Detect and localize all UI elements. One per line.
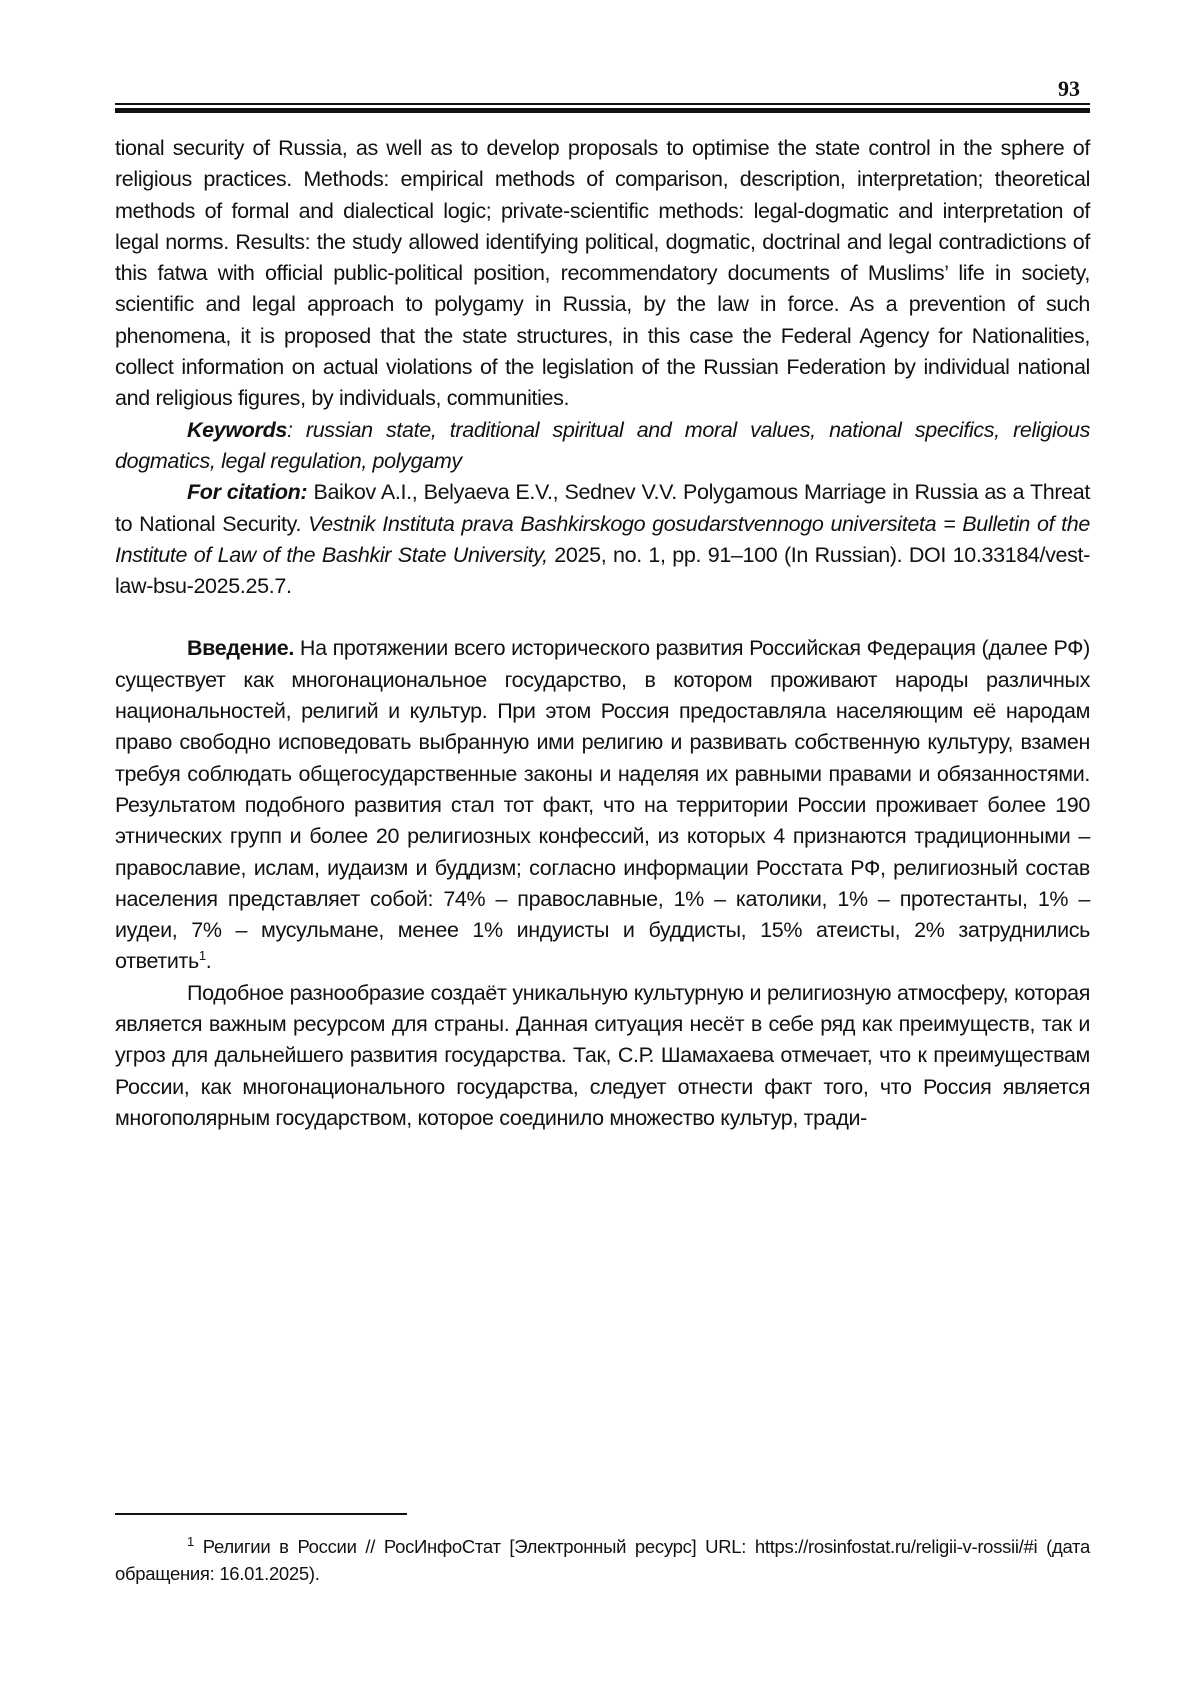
page-number: 93 xyxy=(1058,76,1080,101)
keywords-label: Keywords xyxy=(187,417,287,442)
intro-heading: Введение. xyxy=(187,636,295,661)
citation-journal: Vestnik Instituta prava Bashkirskogo gosudarstvennogo universiteta = Bulletin of the Institute of Law of the Bashkir State University, xyxy=(115,511,1090,567)
intro-paragraph-1 xyxy=(115,633,1090,977)
abstract-paragraph: tional security of Russia, as well as to develop proposals to optimise the state control in the sphere of religious practices. Methods: empirical methods of comparison, description, interpretation; theoretical methods of formal and dialectical logic; private-scientific methods: legal-dogmatic and interpretation of legal norms. Results: the study allowed identifying political, dogmatic, doctrinal and legal contradictions of this fatwa with official public-political position, recommendatory documents of Muslims’ life in society, scientific and legal approach to polygamy in Russia, by the law in force. As a prevention of such phenomena, it is proposed that the state structures, in this case the Federal Agency for Nationalities, collect information on actual violations of the legislation of the Russian Federation by individual national and religious figures, by individuals, communities. xyxy=(115,136,1090,411)
intro-text-1-end: . xyxy=(205,949,212,974)
citation-details: 2025, no. 1, pp. 91–100 (In Russian). DOI 10.33184/vest-law-bsu-2025.25.7. xyxy=(115,542,1090,599)
footnote-separator xyxy=(115,1513,407,1515)
footnote-reference[interactable]: 1 xyxy=(198,948,206,964)
header-rule-thick xyxy=(115,108,1090,113)
citation-authors-title: Baikov A.I., Belyaeva E.V., Sednev V.V. Polygamous Marriage in Russia as a Threat to National Security. xyxy=(115,480,1090,536)
body-text xyxy=(115,133,1090,1134)
keywords-paragraph xyxy=(115,415,1090,478)
intro-text-1: На протяжении всего исторического развития Российская Федерация (далее РФ) существует как многонациональное государство, в котором проживают народы различных национальностей, религий и культур. При этом Россия предоставляла населяющим её народам право свободно исповедовать выбранную ими религию и развивать собственную культуру, взамен требуя соблюдать общегосударственные законы и наделяя их равными правами и обязанностями. Результатом подобного развития стал тот факт, что на территории России проживает более 190 этнических групп и более 20 религиозных конфессий, из которых 4 признаются традиционными – православие, ислам, иудаизм и буддизм; согласно информации Росстата РФ, религиозный состав населения представляет собой: 74% – православные, 1% – католики, 1% – протестанты, 1% – иудеи, 7% – мусульмане, менее 1% индуисты и буддисты, 15% атеисты, 2% затруднились ответить xyxy=(115,636,1090,974)
keywords-text: : russian state, traditional spiritual and moral values, national specifics, religious dogmatics, legal regulation, polygamy xyxy=(115,417,1090,473)
citation-label: For citation: xyxy=(187,480,308,505)
footnote-text: Религии в России // РосИнфоСтат [Электронный ресурс] URL: https://rosinfostat.ru/religii-v-rossii/#i (дата обращения: 16.01.2025). xyxy=(115,1536,1090,1584)
footnote-marker: 1 xyxy=(187,1533,194,1549)
citation-paragraph xyxy=(115,477,1090,602)
footnote-paragraph xyxy=(115,1533,1090,1587)
paragraph-gap xyxy=(115,602,1090,633)
intro-paragraph-2: Подобное разнообразие создаёт уникальную культурную и религиозную атмосферу, которая является важным ресурсом для страны. Данная ситуация несёт в себе ряд как преимуществ, так и угроз для дальнейшего развития государства. Так, С.Р. Шамахаева отмечает, что к преимуществам России, как многонационального государства, следует отнести факт того, что Россия является многополярным государством, которое соединило множество культур, тради- xyxy=(115,980,1090,1130)
footnote xyxy=(115,1533,1090,1587)
page-header xyxy=(115,72,1090,112)
header-rule-thin xyxy=(115,103,1090,105)
